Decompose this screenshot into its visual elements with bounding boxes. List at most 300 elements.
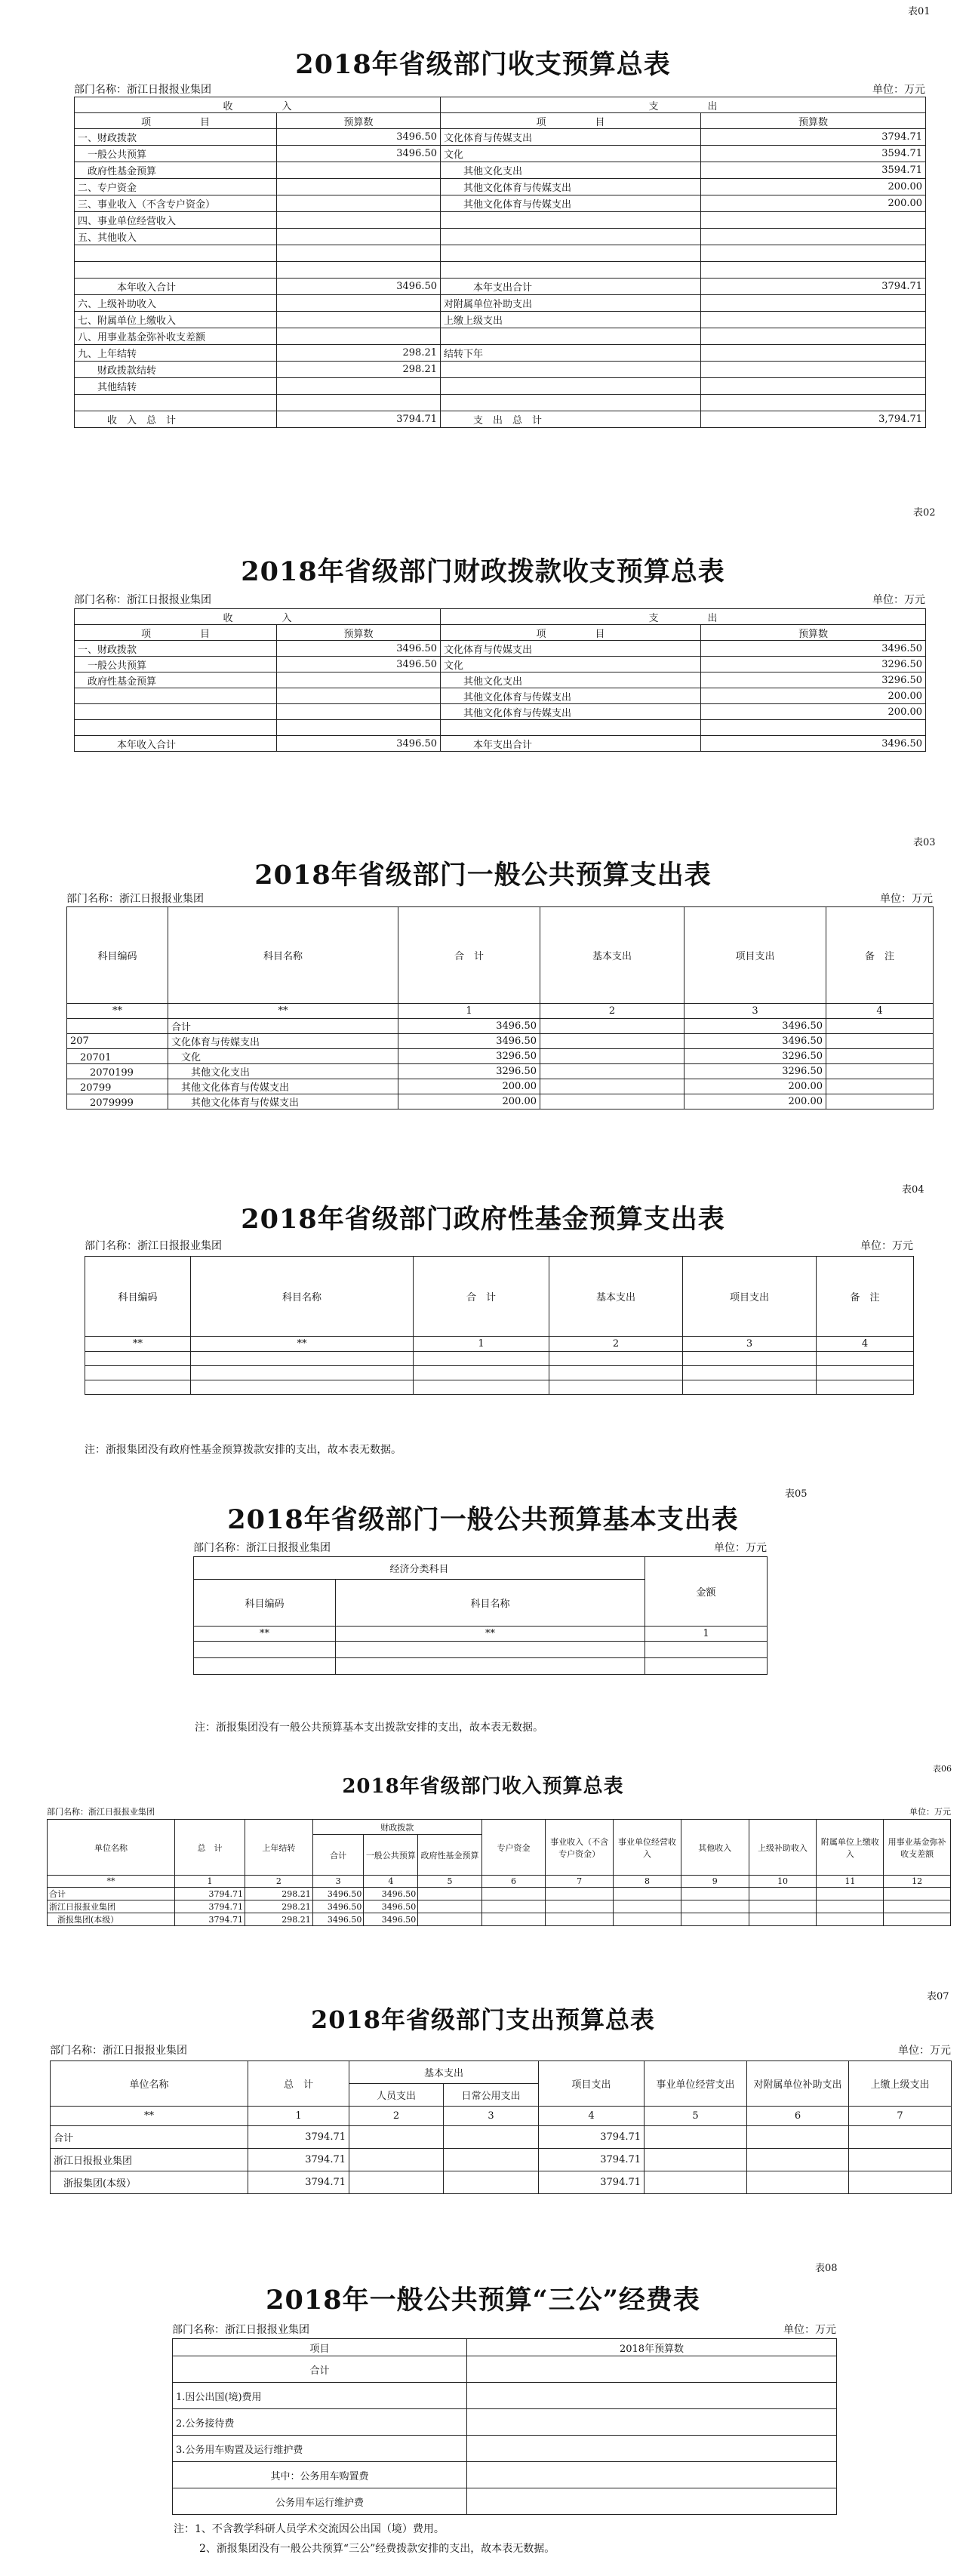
table-cell (614, 1913, 681, 1926)
table-cell: 200.00 (701, 688, 926, 704)
table-cell (701, 229, 926, 245)
note-08-1: 注：1、不含教学科研人员学术交流因公出国（境）费用。 (174, 2523, 445, 2535)
table-row (75, 179, 926, 195)
table-cell (849, 2149, 952, 2171)
three-public-expense-table (172, 2338, 837, 2515)
index-cell: 7 (849, 2107, 952, 2126)
dept-name: 部门名称：浙江日报报业集团 (85, 1240, 222, 1252)
table-cell (701, 262, 926, 279)
table-cell: 3496.50 (701, 736, 926, 752)
table-cell: 其他文化体育与传媒支出 (441, 704, 701, 720)
table-title-02: 2018年省级部门财政拨款收支预算总表 (241, 556, 725, 587)
table-row (173, 2356, 837, 2383)
column-header: 人员支出 (349, 2084, 444, 2107)
table-cell: 文化体育与传媒支出 (168, 1034, 398, 1049)
table-cell (441, 328, 701, 345)
table-cell: 本年支出合计 (441, 736, 701, 752)
table-row (75, 378, 926, 395)
budget-header: 2018年预算数 (467, 2339, 837, 2356)
econ-class-header: 经济分类科目 (194, 1557, 645, 1580)
table-cell: 1.因公出国(境)费用 (173, 2383, 467, 2409)
table-cell: 合计 (51, 2126, 248, 2149)
item-header: 项 目 (441, 113, 701, 129)
table-row (75, 262, 926, 279)
table-cell: 本年收入合计 (75, 736, 277, 752)
table-cell: 三、事业收入（不含专户资金） (75, 195, 277, 212)
table-cell: 四、事业单位经营收入 (75, 212, 277, 229)
table-cell (826, 1034, 934, 1049)
index-cell: 1 (414, 1337, 549, 1352)
table-id-08: 表08 (815, 2263, 838, 2274)
table-cell (467, 2462, 837, 2488)
index-cell: 4 (539, 2107, 645, 2126)
note-08-2: 2、浙报集团没有一般公共预算“三公”经费拨款安排的支出，故本表无数据。 (199, 2543, 555, 2555)
table-cell: 合计 (48, 1888, 175, 1900)
table-row (75, 195, 926, 212)
table-row (48, 1913, 951, 1926)
column-header: 总 计 (175, 1820, 245, 1876)
index-cell: 2 (349, 2107, 444, 2126)
table-cell (277, 262, 441, 279)
table-cell (277, 704, 441, 720)
table-cell: 3496.50 (277, 641, 441, 657)
amount-header: 金额 (645, 1557, 768, 1627)
index-cell: ** (85, 1337, 191, 1352)
table-cell (826, 1019, 934, 1034)
table-cell: 五、其他收入 (75, 229, 277, 245)
table-row (75, 736, 926, 752)
table-cell: 3496.50 (312, 1913, 364, 1926)
column-header: 单位名称 (48, 1820, 175, 1876)
table-cell (701, 720, 926, 736)
table-row (75, 411, 926, 428)
table-row (48, 1888, 951, 1900)
table-cell (441, 395, 701, 411)
table-cell (349, 2171, 444, 2194)
table-cell: 3594.71 (701, 162, 926, 179)
budget-header: 预算数 (277, 625, 441, 641)
table-cell: 200.00 (685, 1094, 826, 1109)
column-header: 财政拨款 (312, 1820, 481, 1835)
column-header: 上级补助收入 (749, 1820, 817, 1876)
table-cell (817, 1900, 884, 1913)
table-cell: 其他文化体育与传媒支出 (168, 1094, 398, 1109)
column-header: 项目支出 (539, 2061, 645, 2107)
table-cell (277, 179, 441, 195)
table-cell (75, 262, 277, 279)
index-cell: 11 (817, 1876, 884, 1888)
table-cell: 九、上年结转 (75, 345, 277, 362)
table-cell (441, 362, 701, 378)
table-cell (277, 295, 441, 312)
item-header: 项 目 (75, 625, 277, 641)
table-cell (826, 1079, 934, 1094)
table-cell: 八、用事业基金弥补收支差额 (75, 328, 277, 345)
table-cell: 政府性基金预算 (75, 672, 277, 688)
table-row (75, 720, 926, 736)
table-cell (701, 312, 926, 328)
income-expense-table (74, 97, 926, 428)
table-cell (277, 312, 441, 328)
table-row (67, 1049, 934, 1064)
table-meta-01 (74, 82, 925, 97)
table-row (75, 672, 926, 688)
table-cell (277, 378, 441, 395)
table-cell: 3296.50 (398, 1049, 540, 1064)
table-cell (701, 245, 926, 262)
column-header: 其他收入 (681, 1820, 749, 1876)
table-row (75, 328, 926, 345)
table-cell (441, 262, 701, 279)
code-header: 科目编码 (194, 1580, 336, 1627)
item-header: 项目 (173, 2339, 467, 2356)
table-cell: 3794.71 (248, 2149, 349, 2171)
index-cell: 1 (645, 1627, 768, 1642)
table-cell (441, 229, 701, 245)
dept-name: 部门名称：浙江日报报业集团 (74, 84, 211, 96)
table-cell (467, 2488, 837, 2515)
table-cell: 200.00 (398, 1094, 540, 1109)
table-row (51, 2126, 952, 2149)
column-header: 备 注 (817, 1257, 914, 1337)
index-cell: ** (194, 1627, 336, 1642)
expense-budget-table (50, 2060, 952, 2194)
table-cell (546, 1900, 614, 1913)
table-cell: 支 出 总 计 (441, 411, 701, 428)
index-cell: ** (48, 1876, 175, 1888)
column-header: 基本支出 (349, 2061, 539, 2084)
index-cell: 4 (364, 1876, 418, 1888)
table-cell (467, 2409, 837, 2436)
table-row (75, 641, 926, 657)
table-cell: 3794.71 (277, 411, 441, 428)
table-cell: 298.21 (277, 345, 441, 362)
table-cell (645, 2126, 747, 2149)
table-cell: 3794.71 (539, 2149, 645, 2171)
table-cell: 3496.50 (364, 1888, 418, 1900)
table-cell: 200.00 (398, 1079, 540, 1094)
income-budget-table (47, 1819, 951, 1926)
table-title-05: 2018年省级部门一般公共预算基本支出表 (227, 1504, 739, 1535)
unit-label: 单位：万元 (872, 594, 925, 606)
table-cell (701, 295, 926, 312)
unit-label: 单位：万元 (909, 1807, 951, 1817)
table-cell (277, 195, 441, 212)
table-row (67, 1019, 934, 1034)
table-row (75, 312, 926, 328)
column-header: 政府性基金预算 (418, 1835, 482, 1876)
table-cell (441, 720, 701, 736)
table-row (75, 229, 926, 245)
table-meta-02 (74, 592, 925, 607)
column-header: 合 计 (398, 907, 540, 1004)
index-cell: ** (191, 1337, 414, 1352)
table-cell: 20799 (67, 1079, 168, 1094)
column-header: 项目支出 (685, 907, 826, 1004)
table-cell: 200.00 (685, 1079, 826, 1094)
table-cell (849, 2171, 952, 2194)
table-cell: 本年支出合计 (441, 279, 701, 295)
table-cell (749, 1888, 817, 1900)
table-row (75, 295, 926, 312)
column-header: 专户资金 (481, 1820, 546, 1876)
table-title-01: 2018年省级部门收支预算总表 (295, 49, 671, 80)
table-row (48, 1900, 951, 1913)
table-cell (418, 1900, 482, 1913)
index-cell: 3 (683, 1337, 817, 1352)
column-header: 备 注 (826, 907, 934, 1004)
index-cell: 6 (481, 1876, 546, 1888)
table-title-06: 2018年省级部门收入预算总表 (342, 1775, 624, 1798)
table-cell (645, 2171, 747, 2194)
table-cell: 3496.50 (364, 1913, 418, 1926)
dept-name: 部门名称：浙江日报报业集团 (193, 1542, 331, 1554)
table-cell: 207 (67, 1034, 168, 1049)
table-cell: 其他文化体育与传媒支出 (441, 179, 701, 195)
index-cell: 2 (549, 1337, 683, 1352)
dept-name: 部门名称：浙江日报报业集团 (47, 1807, 155, 1817)
table-cell: 3496.50 (685, 1034, 826, 1049)
index-cell: 10 (749, 1876, 817, 1888)
table-row (67, 1079, 934, 1094)
index-cell: 3 (312, 1876, 364, 1888)
table-cell: 浙报集团(本级） (48, 1913, 175, 1926)
table-cell: 浙报集团(本级） (51, 2171, 248, 2194)
table-cell (701, 345, 926, 362)
note-05: 注：浙报集团没有一般公共预算基本支出拨款安排的支出，故本表无数据。 (195, 1722, 543, 1734)
income-header: 收 入 (75, 609, 441, 625)
table-cell: 3296.50 (685, 1049, 826, 1064)
table-cell (817, 1913, 884, 1926)
table-meta-05 (193, 1540, 767, 1555)
table-cell: 二、专户资金 (75, 179, 277, 195)
table-cell: 3794.71 (539, 2171, 645, 2194)
table-id-01: 表01 (908, 6, 931, 17)
table-cell: 文化体育与传媒支出 (441, 641, 701, 657)
table-id-05: 表05 (785, 1488, 808, 1500)
column-header: 项目支出 (683, 1257, 817, 1337)
table-cell: 20701 (67, 1049, 168, 1064)
column-header: 事业收入（不含专户资金） (546, 1820, 614, 1876)
table-cell (540, 1094, 685, 1109)
table-row (75, 345, 926, 362)
table-cell: 298.21 (245, 1888, 313, 1900)
index-cell: 4 (817, 1337, 914, 1352)
table-meta-08 (172, 2322, 836, 2337)
table-cell: 3794.71 (175, 1900, 245, 1913)
table-cell: 文化 (168, 1049, 398, 1064)
index-cell: 3 (444, 2107, 539, 2126)
unit-label: 单位：万元 (880, 893, 933, 905)
table-cell (467, 2356, 837, 2383)
table-cell: 公务用车运行维护费 (173, 2488, 467, 2515)
column-header: 基本支出 (540, 907, 685, 1004)
table-row (75, 146, 926, 162)
column-header: 用事业基金弥补收支差额 (884, 1820, 951, 1876)
table-cell (441, 212, 701, 229)
dept-name: 部门名称：浙江日报报业集团 (66, 893, 204, 905)
table-id-03: 表03 (913, 837, 936, 848)
index-cell: 8 (614, 1876, 681, 1888)
column-header: 对附属单位补助支出 (747, 2061, 849, 2107)
index-cell: 2 (540, 1004, 685, 1019)
table-cell: 3296.50 (685, 1064, 826, 1079)
table-id-04: 表04 (902, 1184, 924, 1196)
table-cell: 文化 (441, 657, 701, 672)
table-cell: 3794.71 (539, 2126, 645, 2149)
table-cell: 3296.50 (701, 672, 926, 688)
table-cell: 3496.50 (277, 657, 441, 672)
table-cell (75, 245, 277, 262)
table-cell (67, 1019, 168, 1034)
table-cell: 政府性基金预算 (75, 162, 277, 179)
table-cell: 其他文化支出 (441, 672, 701, 688)
table-cell: 298.21 (245, 1900, 313, 1913)
dept-name: 部门名称：浙江日报报业集团 (50, 2045, 187, 2057)
table-cell (277, 688, 441, 704)
expense-header: 支 出 (441, 97, 926, 113)
table-cell (546, 1888, 614, 1900)
table-cell: 3794.71 (701, 279, 926, 295)
index-cell: 1 (398, 1004, 540, 1019)
table-cell (540, 1019, 685, 1034)
basic-expense-table (193, 1556, 768, 1675)
table-row (67, 1064, 934, 1079)
table-cell (75, 720, 277, 736)
column-header: 单位名称 (51, 2061, 248, 2107)
table-row (75, 657, 926, 672)
table-id-02: 表02 (913, 507, 936, 519)
table-row (75, 362, 926, 378)
table-row (173, 2488, 837, 2515)
table-cell: 3496.50 (398, 1019, 540, 1034)
table-cell (749, 1913, 817, 1926)
table-row (75, 245, 926, 262)
column-header: 合 计 (414, 1257, 549, 1337)
table-cell (701, 395, 926, 411)
table-cell (75, 688, 277, 704)
table-cell (749, 1900, 817, 1913)
table-cell: 对附属单位补助支出 (441, 295, 701, 312)
table-cell: 3296.50 (398, 1064, 540, 1079)
table-row (173, 2383, 837, 2409)
table-cell: 七、附属单位上缴收入 (75, 312, 277, 328)
table-cell (884, 1900, 951, 1913)
column-header: 科目编码 (67, 907, 168, 1004)
table-cell: 六、上级补助收入 (75, 295, 277, 312)
table-cell: 3794.71 (175, 1888, 245, 1900)
table-cell: 200.00 (701, 195, 926, 212)
table-cell: 其他文化体育与传媒支出 (441, 688, 701, 704)
table-row (75, 212, 926, 229)
table-cell (826, 1049, 934, 1064)
table-cell (546, 1913, 614, 1926)
table-cell (701, 362, 926, 378)
unit-label: 单位：万元 (898, 2045, 951, 2057)
table-cell (277, 328, 441, 345)
index-cell: 5 (645, 2107, 747, 2126)
index-cell: 1 (175, 1876, 245, 1888)
table-cell (277, 245, 441, 262)
table-cell: 200.00 (701, 704, 926, 720)
table-cell: 本年收入合计 (75, 279, 277, 295)
table-row (75, 129, 926, 146)
column-header: 科目名称 (191, 1257, 414, 1337)
index-cell: 4 (826, 1004, 934, 1019)
table-cell (277, 720, 441, 736)
table-title-07: 2018年省级部门支出预算总表 (310, 2005, 656, 2034)
table-row (67, 1094, 934, 1109)
table-cell: 3496.50 (312, 1888, 364, 1900)
column-header: 事业单位经营支出 (645, 2061, 747, 2107)
table-cell (747, 2149, 849, 2171)
table-row (173, 2462, 837, 2488)
table-row (173, 2409, 837, 2436)
table-cell: 3794.71 (175, 1913, 245, 1926)
column-header: 上年结转 (245, 1820, 313, 1876)
table-cell (277, 162, 441, 179)
table-cell: 收 入 总 计 (75, 411, 277, 428)
budget-header: 预算数 (701, 625, 926, 641)
table-cell (467, 2383, 837, 2409)
table-cell: 3794.71 (248, 2126, 349, 2149)
table-row (67, 1034, 934, 1049)
table-cell: 200.00 (701, 179, 926, 195)
note-04: 注：浙报集团没有政府性基金预算拨款安排的支出，故本表无数据。 (85, 1444, 401, 1456)
table-cell (884, 1888, 951, 1900)
table-cell (681, 1913, 749, 1926)
table-cell: 其中：公务用车购置费 (173, 2462, 467, 2488)
index-cell: 5 (418, 1876, 482, 1888)
table-cell (444, 2149, 539, 2171)
table-cell: 其他结转 (75, 378, 277, 395)
column-header: 附属单位上缴收入 (817, 1820, 884, 1876)
table-row (75, 704, 926, 720)
column-header: 基本支出 (549, 1257, 683, 1337)
table-row (75, 688, 926, 704)
table-cell (540, 1049, 685, 1064)
table-cell (349, 2149, 444, 2171)
table-cell (277, 672, 441, 688)
table-row (51, 2149, 952, 2171)
table-cell: 浙江日报报业集团 (51, 2149, 248, 2171)
table-cell: 其他文化体育与传媒支出 (441, 195, 701, 212)
column-header: 日常公用支出 (444, 2084, 539, 2107)
table-cell: 3496.50 (277, 736, 441, 752)
name-header: 科目名称 (336, 1580, 645, 1627)
table-cell: 3,794.71 (701, 411, 926, 428)
table-cell: 3.公务用车购置及运行维护费 (173, 2436, 467, 2462)
table-cell: 浙江日报报业集团 (48, 1900, 175, 1913)
index-cell: 7 (546, 1876, 614, 1888)
table-cell (277, 395, 441, 411)
table-cell (701, 378, 926, 395)
table-cell: 3496.50 (277, 129, 441, 146)
table-cell: 其他文化支出 (168, 1064, 398, 1079)
table-cell: 2079999 (67, 1094, 168, 1109)
unit-label: 单位：万元 (783, 2324, 836, 2336)
table-cell (277, 229, 441, 245)
index-cell: ** (51, 2107, 248, 2126)
table-cell: 财政拨款结转 (75, 362, 277, 378)
table-cell (444, 2126, 539, 2149)
index-cell: ** (336, 1627, 645, 1642)
item-header: 项 目 (441, 625, 701, 641)
table-cell: 合计 (173, 2356, 467, 2383)
table-cell (747, 2171, 849, 2194)
table-cell: 一般公共预算 (75, 657, 277, 672)
index-cell: ** (168, 1004, 398, 1019)
